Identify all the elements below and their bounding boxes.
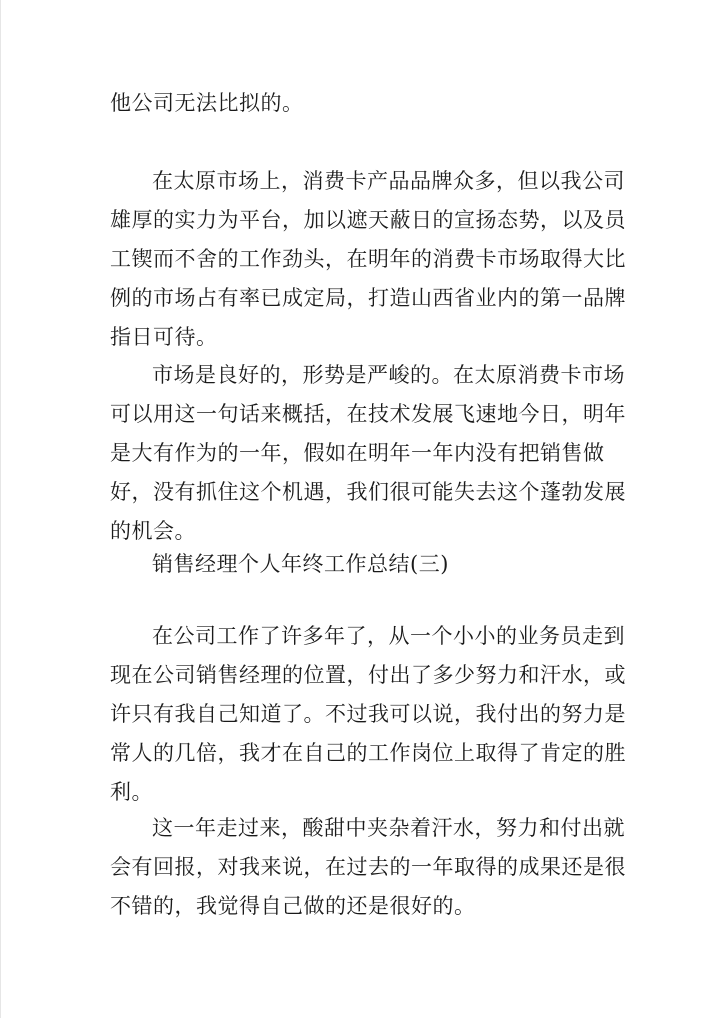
section-heading: 销售经理个人年终工作总结(三) bbox=[152, 552, 449, 576]
paragraph-years-of-work: 在公司工作了许多年了，从一个小小的业务员走到现在公司销售经理的位置，付出了多少努力和汗水，或许只有我自己知道了。不过我可以说，我付出的努力是常人的几倍，我才在自己的工作岗位上取得了肯定的胜利。 bbox=[110, 624, 626, 804]
paragraph-taiyuan-market: 在太原市场上，消费卡产品品牌众多，但以我公司雄厚的实力为平台，加以遮天蔽日的宣扬态势，以及员工锲而不舍的工作劲头，在明年的消费卡市场取得大比例的市场占有率已成定局，打造山西省业内的第一品牌指日可待。 bbox=[110, 169, 626, 349]
paragraph-market-situation: 市场是良好的，形势是严峻的。在太原消费卡市场可以用这一句话来概括，在技术发展飞速地今日，明年是大有作为的一年，假如在明年一年内没有把销售做好，没有抓住这个机遇，我们很可能失去这个蓬勃发展的机会。 bbox=[110, 363, 626, 543]
paragraph-year-review: 这一年走过来，酸甜中夹杂着汗水，努力和付出就会有回报，对我来说，在过去的一年取得的成果还是很不错的，我觉得自己做的还是很好的。 bbox=[110, 816, 626, 918]
paragraph-continuation: 他公司无法比拟的。 bbox=[110, 91, 304, 115]
